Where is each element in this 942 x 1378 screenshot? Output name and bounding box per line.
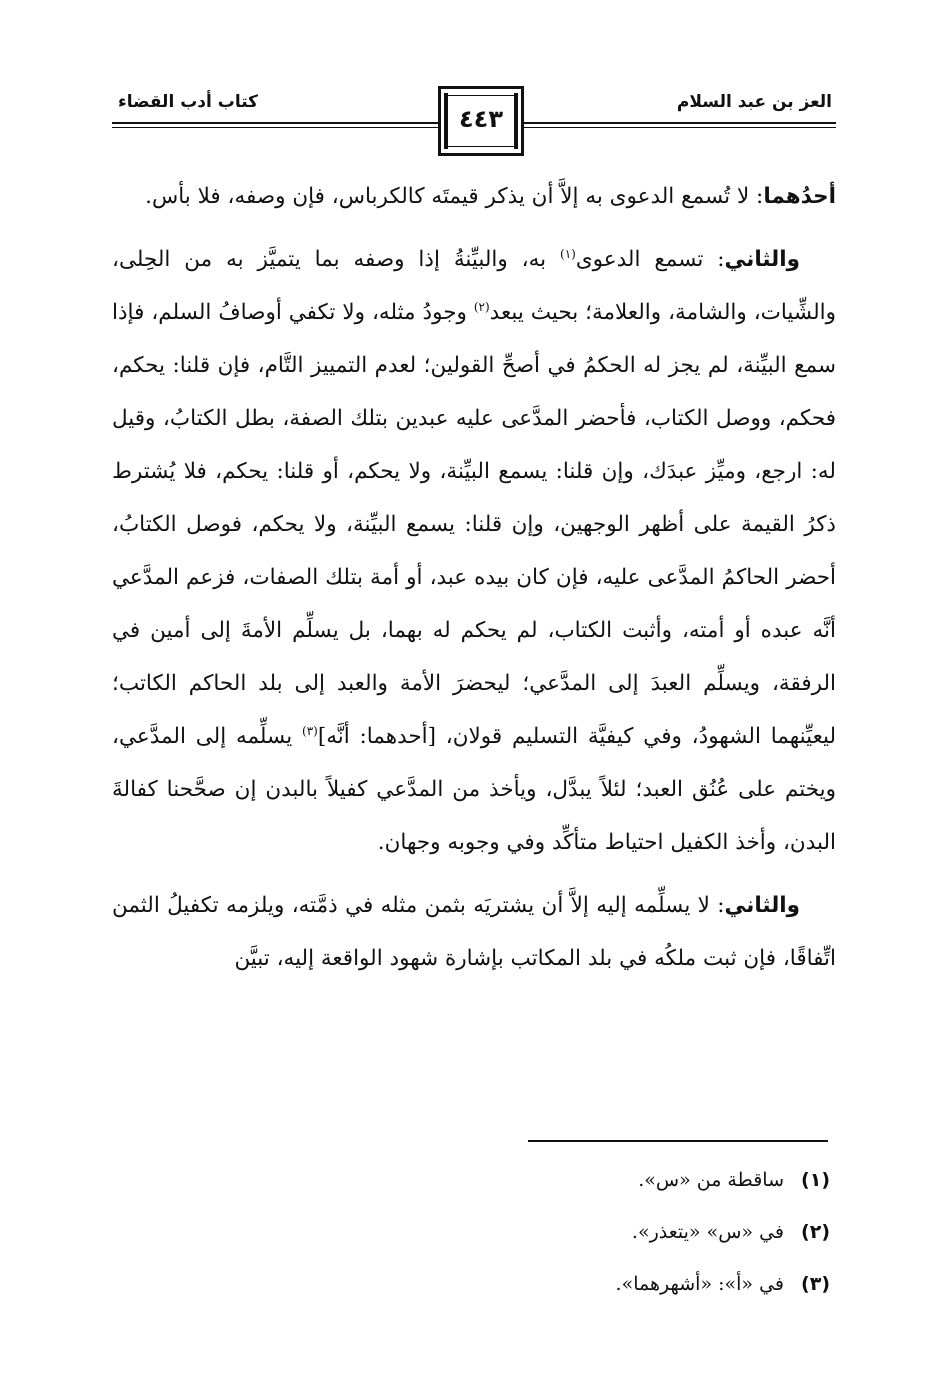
- footnote-ref: (٢): [473, 299, 490, 314]
- header-rule-right: [524, 122, 836, 124]
- paragraph-second-opinion: [112, 233, 836, 869]
- header-rule-left-thin: [112, 127, 438, 128]
- footnote-ref: (١): [560, 246, 576, 261]
- paragraph-lead: والثاني: [724, 893, 800, 918]
- footnote-number: (٢): [801, 1221, 830, 1243]
- paragraph-text: : لا تُسمع الدعوى به إلاَّ أن يذكر قيمتَه كالكرباس، فإن وصفه، فلا بأس.: [145, 184, 764, 209]
- footnote-ref: (٣): [302, 723, 318, 738]
- paragraph-text: يسلِّمه إلى المدَّعي، ويختم على عُنُق العبد؛ لئلاً يبدَّل، ويأخذ من المدَّعي كفيلاً بالبدن إن صحَّحنا كفالةَ البدن، وأخذ الكفيل احتياط متأكِّد وفي وجوبه وجهان.: [112, 724, 836, 855]
- footnote-number: (٣): [801, 1273, 830, 1295]
- footnote-text: في «س» «يتعذر».: [631, 1221, 784, 1243]
- paragraph-first-opinion: [112, 170, 836, 223]
- paragraph-second-transfer: [112, 879, 836, 985]
- footnote: [330, 1206, 830, 1258]
- paragraph-lead: أحدُهما: [763, 184, 836, 209]
- header-rule-right-thin: [524, 127, 836, 128]
- footnote-number: (١): [801, 1169, 830, 1191]
- running-header-title: كتاب أدب القضاء: [118, 92, 259, 112]
- running-header-author: العز بن عبد السلام: [676, 92, 832, 112]
- footnote: [330, 1258, 830, 1310]
- footnote-text: ساقطة من «س».: [638, 1169, 784, 1191]
- footnotes: [330, 1154, 830, 1310]
- paragraph-text: وجودُ مثله، ولا تكفي أوصافُ السلم، فإذا سمع البيِّنة، لم يجز له الحكمُ في أصحِّ القولين؛ لعدم التمييز التَّام، فإن قلنا: يحكم، فحكم، ووصل الكتاب، فأحضر المدَّعى عليه عبدين بتلك الصفة، بطل الكتابُ، وقيل له: ارجع، وميِّز عبدَك، وإن قلنا: يسمع البيِّنة، ولا يحكم، أو قلنا: يحكم، فلا يُشترط ذكرُ القيمة على أظهر الوجهين، وإن قلنا: يسمع البيِّنة، ولا يحكم، فوصل الكتابُ، أحضر الحاكمُ المدَّعى عليه، فإن كان بيده عبد، أو أمة بتلك الصفات، فزعم المدَّعي أنَّه عبده أو أمته، وأثبت الكتاب، لم يحكم له بهما، بل يسلِّم الأمةَ إلى أمين في الرفقة، ويسلِّم العبدَ إلى المدَّعي؛ ليحضرَ الأمة والعبد إلى بلد الحاكم الكاتب؛ ليعيِّنهما الشهودُ، وفي كيفيَّة التسليم قولان، [أحدهما: أنَّه]: [112, 300, 836, 749]
- paragraph-text: : تسمع الدعوى: [575, 247, 725, 272]
- page-number: ٤٤٣: [459, 105, 503, 133]
- page-number-frame: [438, 86, 524, 156]
- body-text: [112, 170, 836, 985]
- header-rule-left: [112, 122, 438, 124]
- footnote-separator: [528, 1140, 828, 1142]
- paragraph-lead: والثاني: [724, 247, 800, 272]
- paragraph-text: به، والبيِّنةُ إذا وصفه بما يتميَّز به من الحِلى، والشِّيات، والشامة، والعلامة؛ بحيث يبعد: [112, 247, 836, 325]
- footnote-text: في «أ»: «أشهرهما».: [615, 1273, 784, 1295]
- paragraph-text: : لا يسلِّمه إليه إلاَّ أن يشتريَه بثمن مثله في ذمَّته، ويلزمه تكفيلُ الثمن اتِّفاقًا، فإن ثبت ملكُه في بلد المكاتب بإشارة شهود الواقعة إليه، تبيَّن: [112, 893, 836, 971]
- footnote: [330, 1154, 830, 1206]
